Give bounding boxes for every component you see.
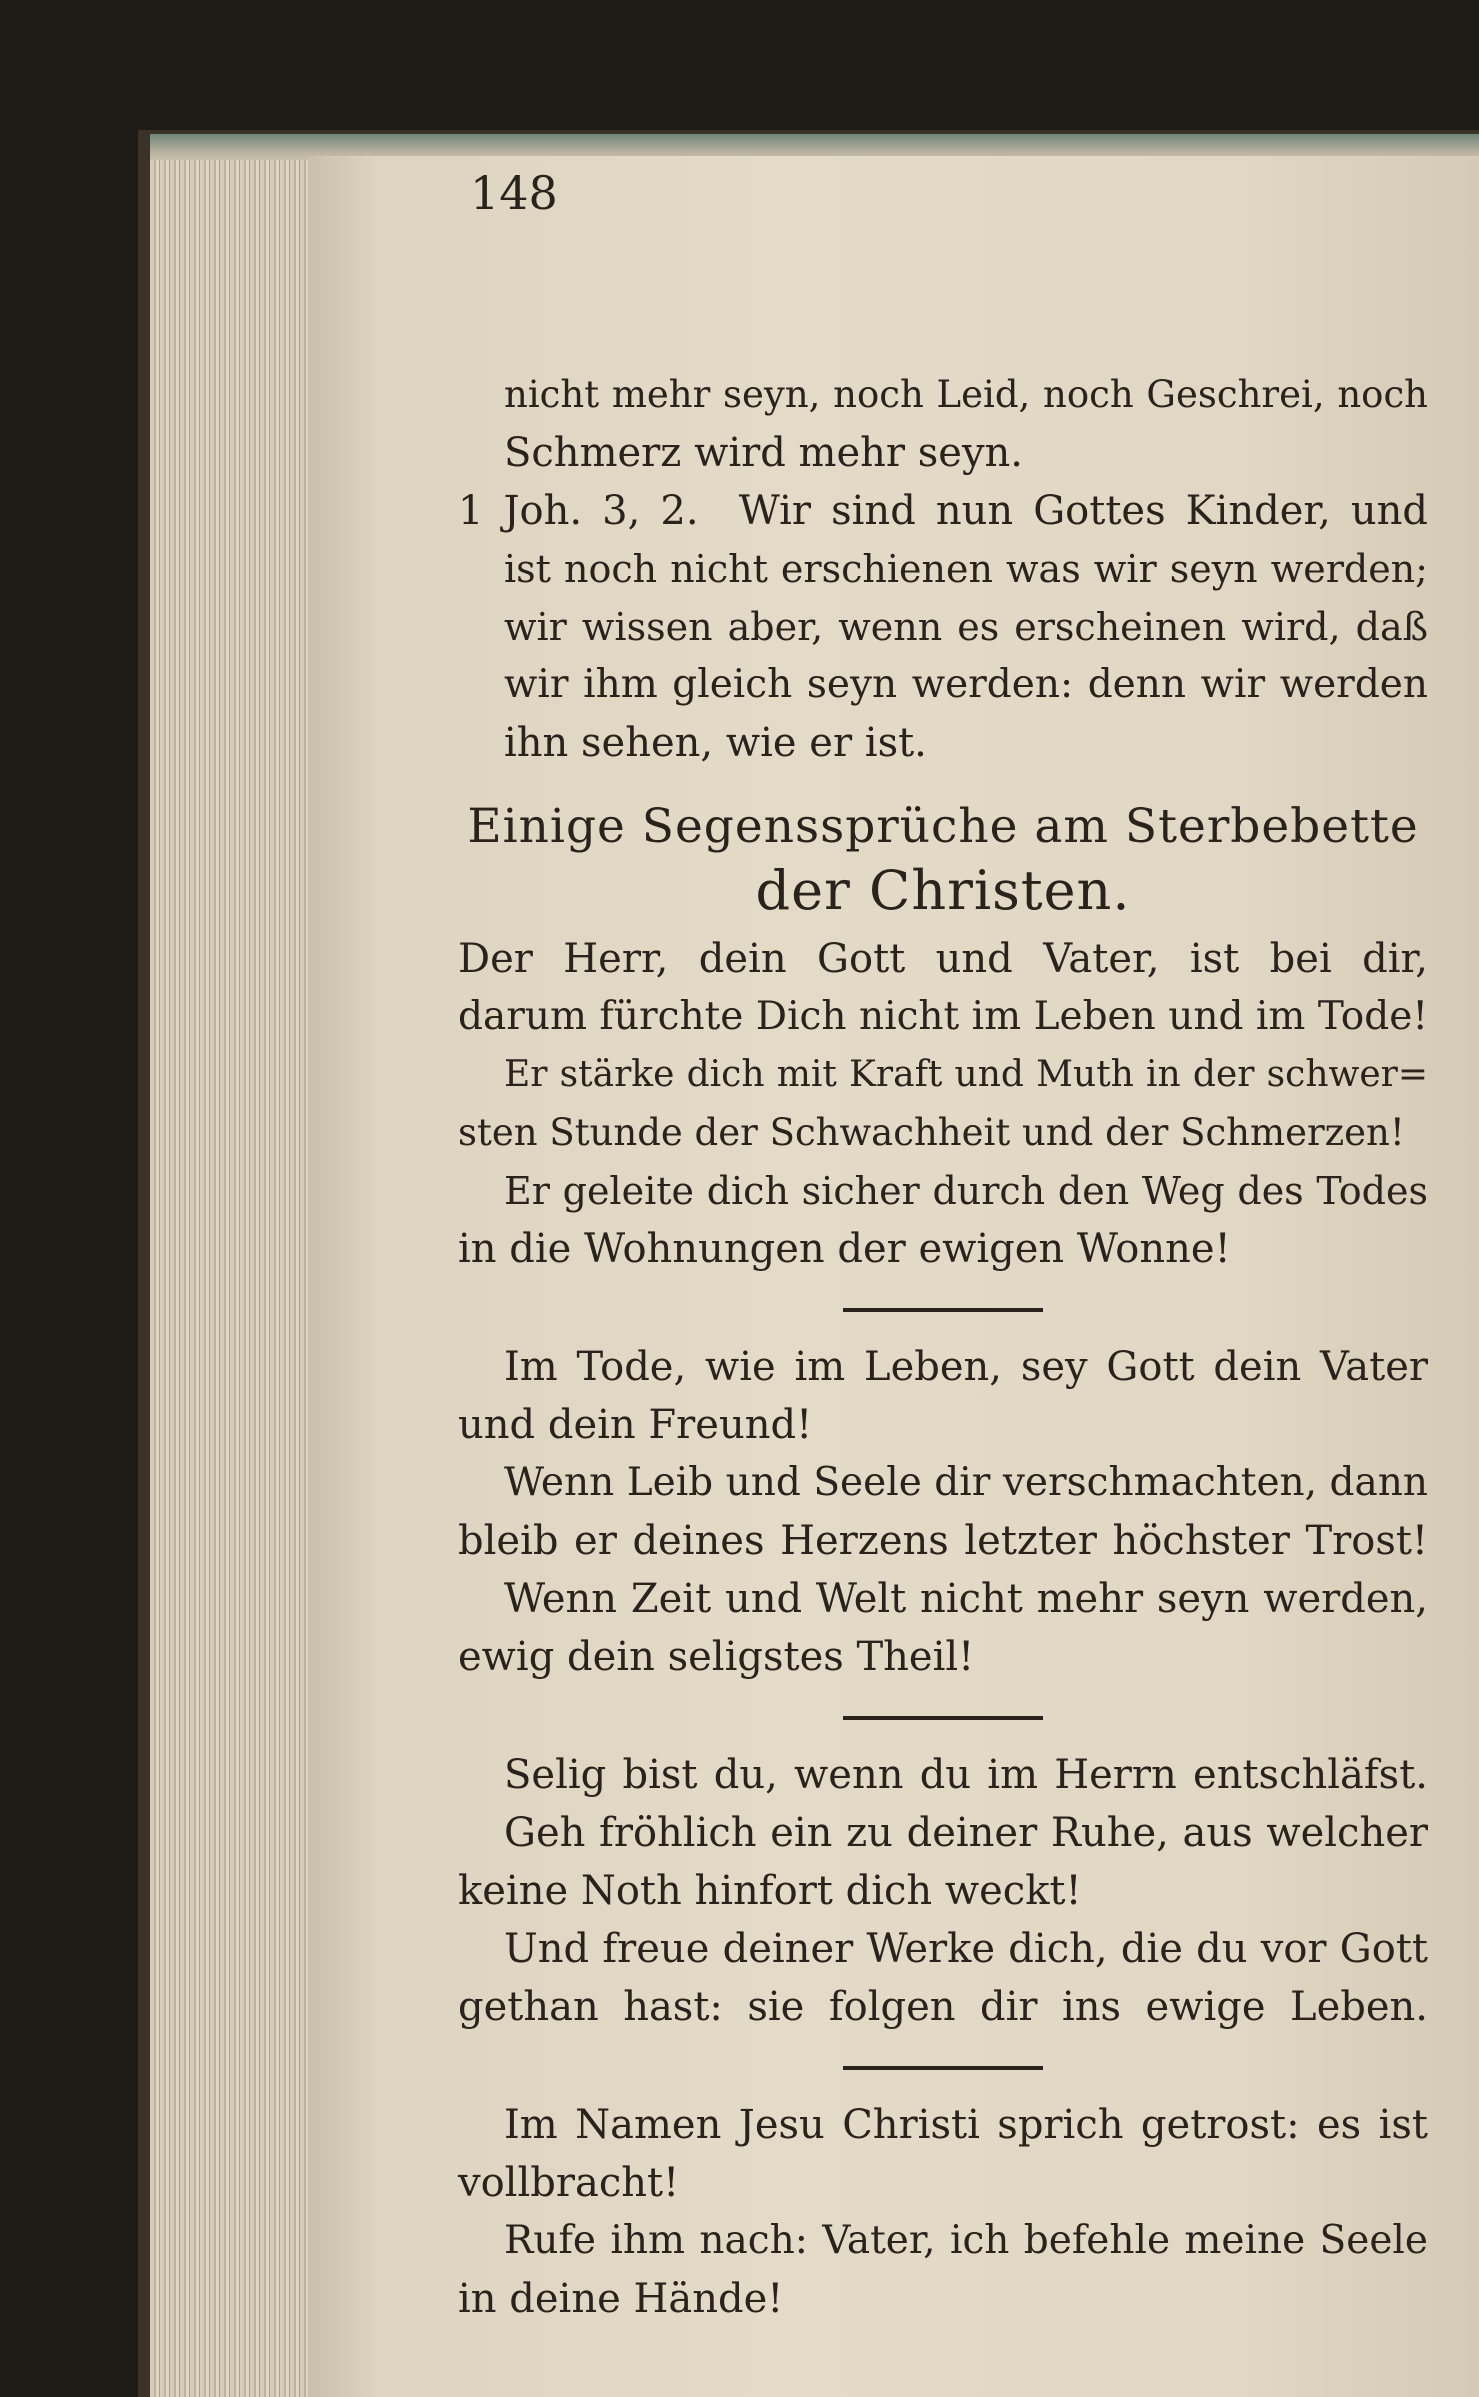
divider-rule <box>843 1308 1043 1312</box>
text-line: ist noch nicht erschienen was wir seyn werden; <box>504 547 1428 591</box>
text-line: ewig dein seligstes Theil! <box>458 1634 975 1680</box>
text-line: keine Noth hinfort dich weckt! <box>458 1868 1082 1914</box>
section-heading: der Christen. <box>755 859 1131 922</box>
text-line: nicht mehr seyn, noch Leid, noch Geschrei, noch <box>504 373 1428 416</box>
text-line: Der Herr, dein Gott und Vater, ist bei dir, <box>458 936 1428 982</box>
text-line: vollbracht! <box>458 2160 680 2206</box>
text-line: Er stärke dich mit Kraft und Muth in der schwer= <box>504 1054 1428 1095</box>
text-line: Im Tode, wie im Leben, sey Gott dein Vater <box>504 1344 1428 1390</box>
text-line: und dein Freund! <box>458 1402 813 1448</box>
text-line: gethan hast: sie folgen dir ins ewige Leben. <box>458 1984 1428 2030</box>
text-line: ihn sehen, wie er ist. <box>504 720 927 766</box>
divider-rule <box>843 1716 1043 1720</box>
page-number: 148 <box>470 166 558 220</box>
text-line: Im Namen Jesu Christi sprich getrost: es ist <box>504 2102 1428 2148</box>
text-line: Wenn Zeit und Welt nicht mehr seyn werden, <box>504 1576 1428 1622</box>
text-line: Geh fröhlich ein zu deiner Ruhe, aus welcher <box>504 1810 1428 1856</box>
text-line: in die Wohnungen der ewigen Wonne! <box>458 1226 1231 1272</box>
page-text <box>458 236 1428 2328</box>
book-page <box>308 156 1479 2397</box>
text-line: bleib er deines Herzens letzter höchster Trost! <box>458 1518 1428 1564</box>
text-line: in deine Hände! <box>458 2276 784 2322</box>
text-line: darum fürchte Dich nicht im Leben und im Tode! <box>458 994 1428 1039</box>
section-heading: Einige Segenssprüche am Sterbebette <box>467 799 1419 854</box>
text-line: Wenn Leib und Seele dir verschmachten, dann <box>504 1460 1428 1505</box>
text-line: Und freue deiner Werke dich, die du vor Gott <box>504 1926 1428 1972</box>
divider-rule <box>843 2066 1043 2070</box>
text-line: Rufe ihm nach: Vater, ich befehle meine Seele <box>504 2218 1428 2263</box>
text-line: Er geleite dich sicher durch den Weg des Todes <box>504 1169 1428 1213</box>
text-line: sten Stunde der Schwachheit und der Schmerzen! <box>458 1111 1405 1154</box>
verse-reference: 1 Joh. 3, 2. <box>458 488 699 534</box>
verse-line <box>458 482 1428 540</box>
text-line: wir wissen aber, wenn es erscheinen wird, daß <box>504 605 1428 649</box>
text-line: Schmerz wird mehr seyn. <box>504 430 1024 476</box>
text-line: Wir sind nun Gottes Kinder, und <box>738 488 1429 534</box>
text-line: wir ihm gleich seyn werden: denn wir werden <box>504 662 1428 707</box>
page-edges <box>150 160 320 2397</box>
text-line: Selig bist du, wenn du im Herrn entschläfst. <box>504 1752 1428 1798</box>
